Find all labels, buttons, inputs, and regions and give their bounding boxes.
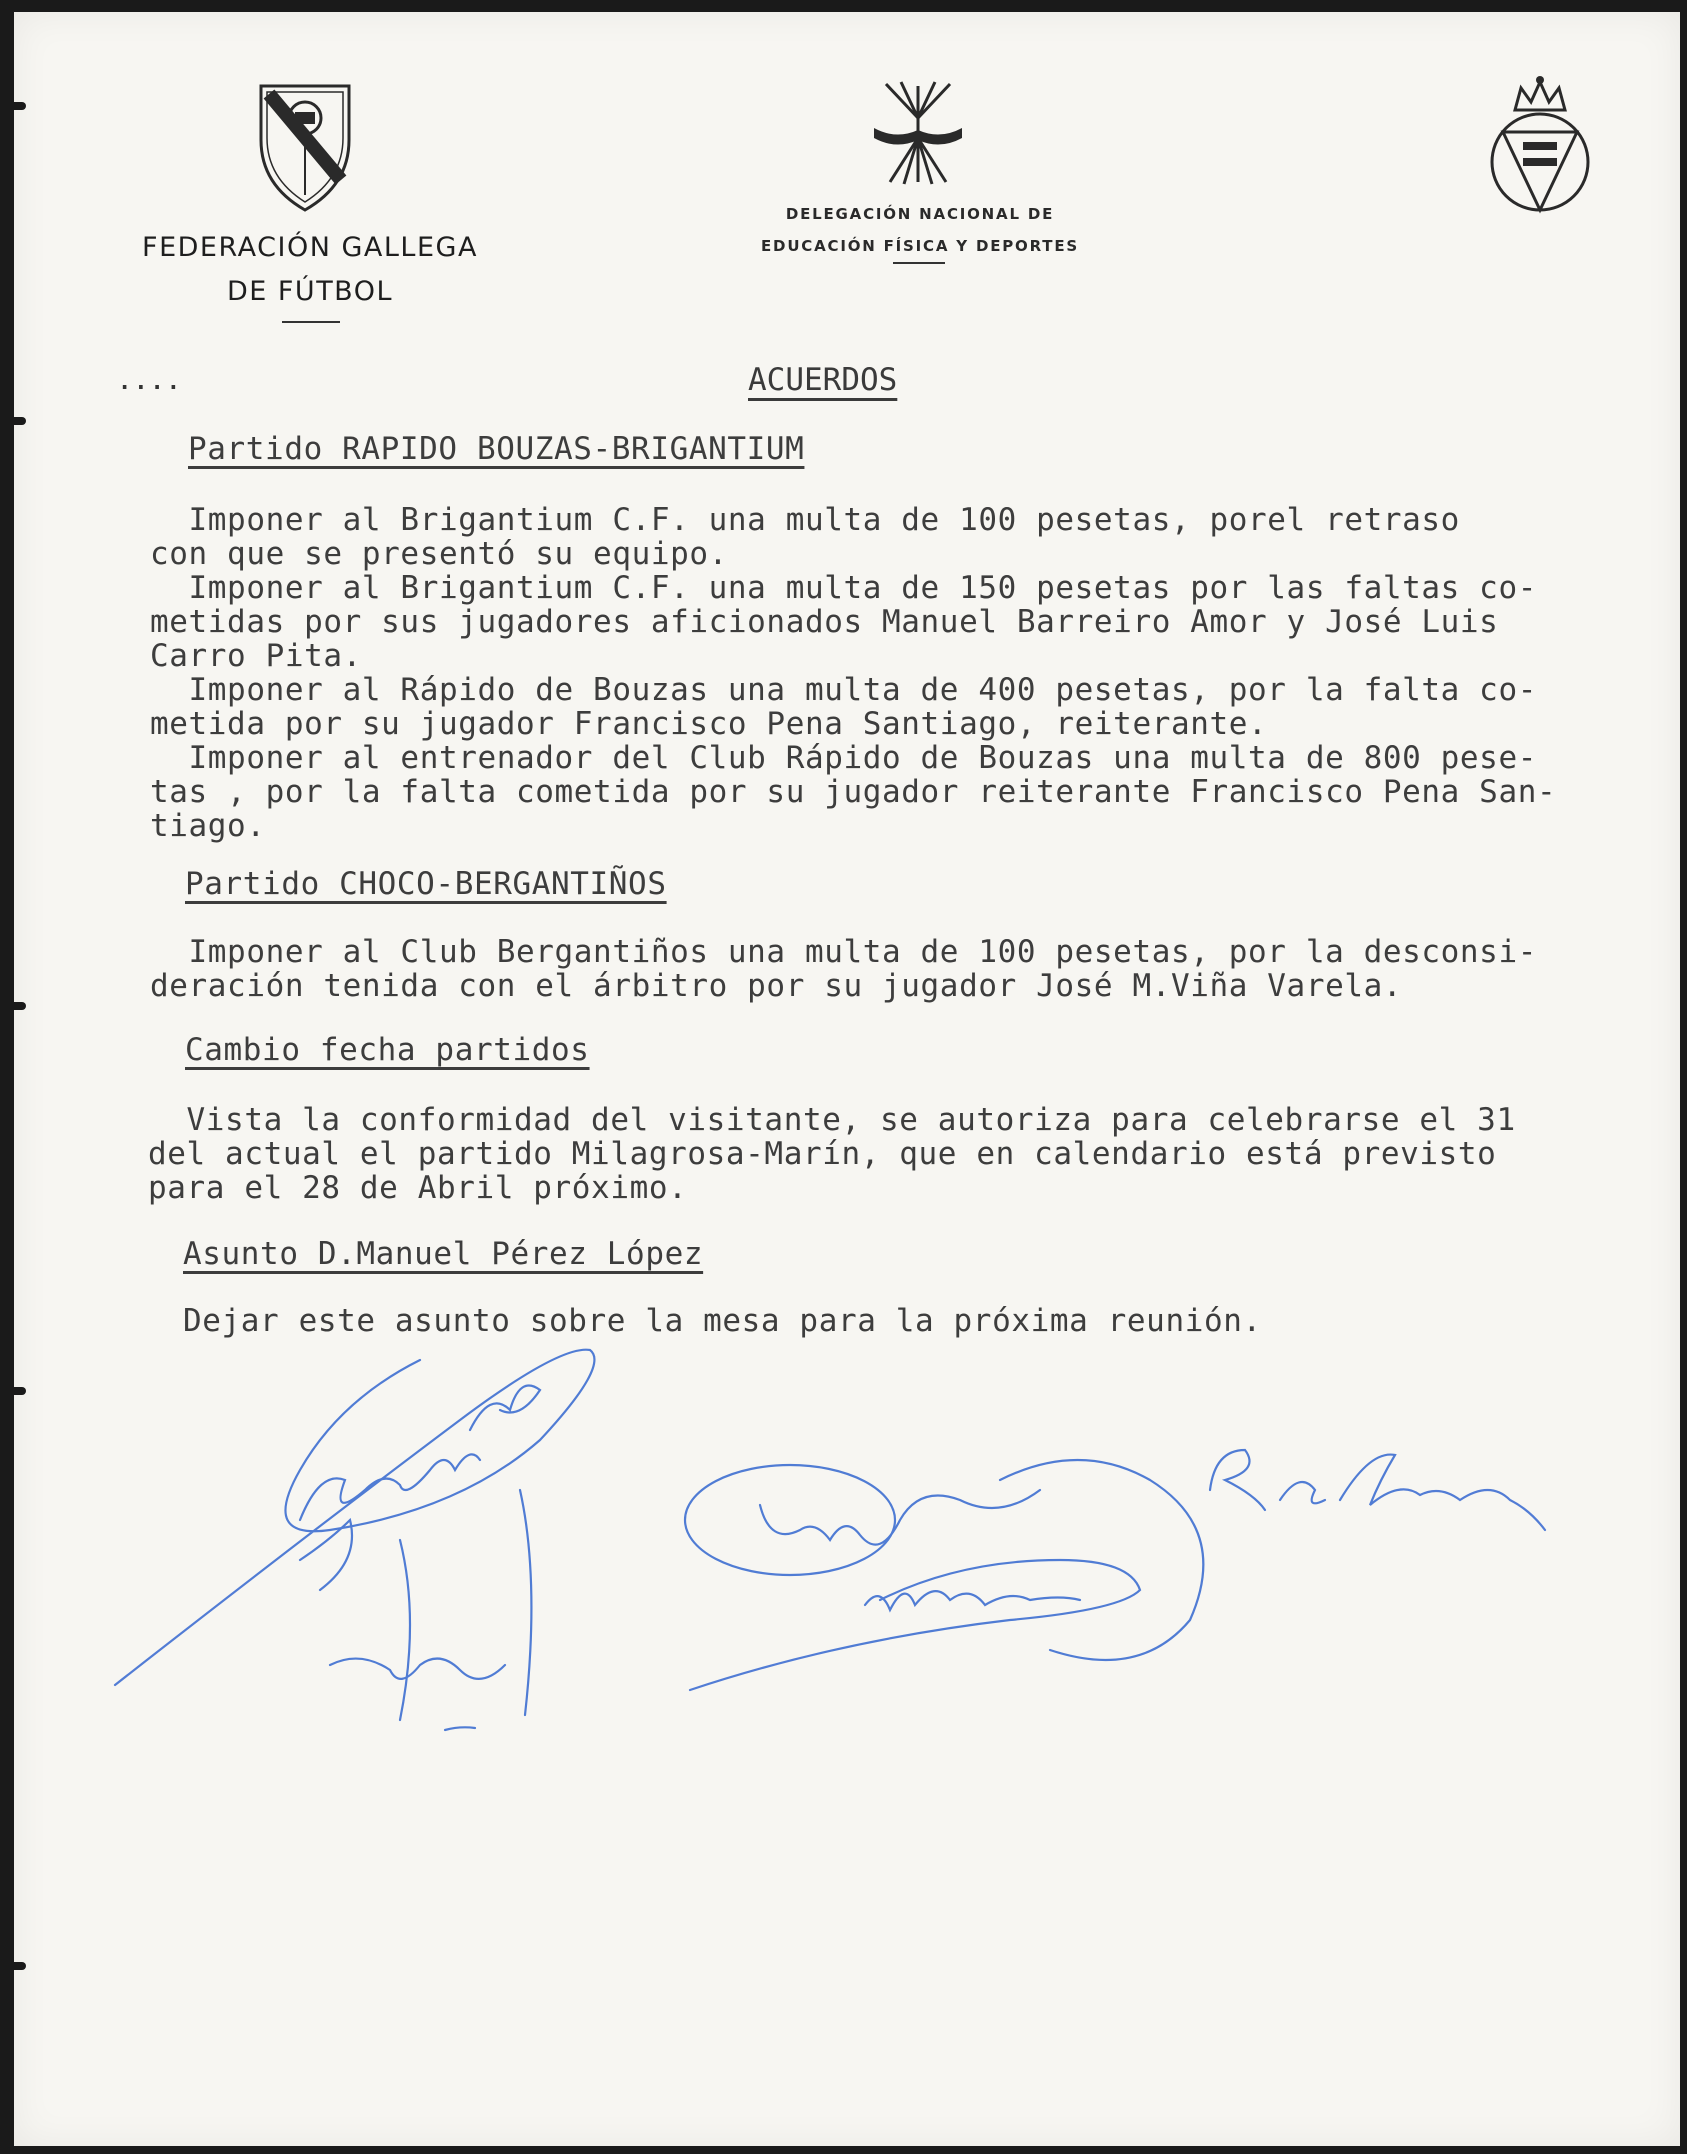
binder-hole <box>14 417 60 427</box>
document-page <box>14 12 1680 2146</box>
federation-shield-icon <box>255 80 355 215</box>
text-line: Carro Pita. <box>150 638 362 674</box>
text-line: del actual el partido Milagrosa-Marín, que en calendario está previsto <box>148 1136 1497 1172</box>
document-title: ACUERDOS <box>748 362 898 398</box>
text-line: Imponer al Brigantium C.F. una multa de 150 pesetas por las faltas co- <box>150 570 1537 606</box>
section-heading: Asunto D.Manuel Pérez López <box>183 1236 704 1272</box>
section-heading: Partido CHOCO-BERGANTIÑOS <box>185 866 667 902</box>
text-line: tiago. <box>150 808 266 844</box>
federation-name <box>100 226 520 314</box>
text-line: Imponer al Brigantium C.F. una multa de 100 pesetas, porel retraso <box>150 502 1460 538</box>
yoke-and-arrows-icon <box>868 78 968 188</box>
text-line: para el 28 de Abril próximo. <box>148 1170 688 1206</box>
text-line: metidas por sus jugadores aficionados Manuel Barreiro Amor y José Luis <box>150 604 1499 640</box>
divider <box>282 321 340 323</box>
text-line: con que se presentó su equipo. <box>150 536 728 572</box>
section-heading: Partido RAPIDO BOUZAS-BRIGANTIUM <box>188 431 805 467</box>
divider <box>893 262 945 264</box>
text-line: Imponer al Rápido de Bouzas una multa de 400 pesetas, por la falta co- <box>150 672 1537 708</box>
binder-hole <box>14 1002 60 1012</box>
federation-name-line1: FEDERACIÓN GALLEGA <box>142 232 478 263</box>
delegation-name-line2: EDUCACIÓN FÍSICA Y DEPORTES <box>761 237 1079 255</box>
text-line: Vista la conformidad del visitante, se autoriza para celebrarse el 31 <box>148 1102 1516 1138</box>
ellipsis-mark: .... <box>118 370 183 395</box>
delegation-name-line1: DELEGACIÓN NACIONAL DE <box>785 205 1055 223</box>
delegation-name <box>690 198 1150 262</box>
federation-name-line2: DE FÚTBOL <box>226 276 394 307</box>
text-line: deración tenida con el árbitro por su jugador José M.Viña Varela. <box>150 968 1403 1004</box>
text-line: Imponer al Club Bergantiños una multa de 100 pesetas, por la desconsi- <box>150 934 1537 970</box>
text-line: Imponer al entrenador del Club Rápido de Bouzas una multa de 800 pese- <box>150 740 1537 776</box>
binder-hole <box>14 1387 60 1397</box>
binder-hole <box>14 1962 60 1972</box>
text-line: metida por su jugador Francisco Pena Santiago, reiterante. <box>150 706 1268 742</box>
section-heading: Cambio fecha partidos <box>185 1032 590 1068</box>
binder-hole <box>14 102 60 112</box>
text-line: Dejar este asunto sobre la mesa para la próxima reunión. <box>183 1303 1262 1339</box>
crowned-federation-emblem-icon <box>1485 70 1595 220</box>
text-line: tas , por la falta cometida por su jugador reiterante Francisco Pena San- <box>150 774 1557 810</box>
